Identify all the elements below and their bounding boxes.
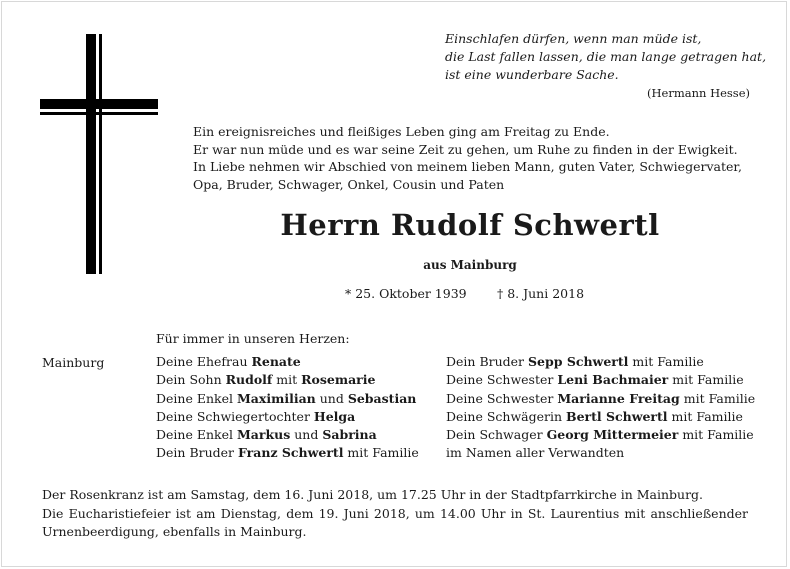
mourner-row bbox=[156, 353, 419, 371]
mourner-relation: mit Familie bbox=[668, 372, 744, 388]
mourner-relation: Deine Schwägerin bbox=[446, 408, 567, 424]
mourner-name: Markus bbox=[236, 427, 291, 443]
mourners-heading: Für immer in unseren Herzen: bbox=[156, 331, 350, 346]
mourner-name: Rudolf bbox=[225, 372, 273, 388]
mourner-name: Rosemarie bbox=[301, 372, 376, 388]
intro-line: Opa, Bruder, Schwager, Onkel, Cousin und Paten bbox=[193, 176, 505, 192]
mourner-relation: im Namen aller Verwandten bbox=[446, 445, 625, 461]
mourner-row bbox=[156, 390, 419, 408]
mourner-row bbox=[446, 426, 755, 444]
mourner-relation: mit bbox=[272, 372, 302, 388]
mass-line: Die Eucharistiefeier ist am Dienstag, dem 19. Juni 2018, um 14.00 Uhr in St. Laurentius mit anschließender bbox=[42, 505, 748, 521]
mourner-relation: Deine Schwiegertochter bbox=[156, 408, 314, 424]
intro-line: Er war nun müde und es war seine Zeit zu gehen, um Ruhe zu finden in der Ewigkeit. bbox=[193, 141, 738, 157]
mourner-name: Georg Mittermeier bbox=[546, 427, 679, 443]
mourner-relation: Deine Enkel bbox=[156, 390, 237, 406]
deceased-origin: aus Mainburg bbox=[423, 258, 517, 272]
mourner-row bbox=[156, 408, 419, 426]
mourner-relation: Deine Schwester bbox=[446, 372, 558, 388]
mourner-name: Sepp Schwertl bbox=[528, 354, 629, 369]
birth-date: * 25. Oktober 1939 bbox=[345, 286, 467, 301]
poem-author: (Hermann Hesse) bbox=[647, 86, 750, 100]
mourner-relation: Deine Enkel bbox=[156, 427, 237, 443]
mourner-relation: mit Familie bbox=[679, 390, 756, 406]
poem-line: ist eine wunderbare Sache. bbox=[445, 67, 619, 82]
mourner-relation: mit Familie bbox=[667, 408, 743, 424]
mourner-relation: mit Familie bbox=[343, 445, 419, 461]
burial-line: Urnenbeerdigung, ebenfalls in Mainburg. bbox=[42, 524, 307, 539]
mourner-relation: mit Familie bbox=[678, 427, 754, 443]
mourners-list-left bbox=[156, 353, 419, 463]
intro-line: Ein ereignisreiches und fleißiges Leben ging am Freitag zu Ende. bbox=[193, 124, 610, 139]
mourner-name: Helga bbox=[313, 408, 356, 424]
mourner-name: Franz Schwertl bbox=[238, 445, 344, 461]
mourner-row bbox=[446, 408, 755, 426]
mourner-relation: und bbox=[290, 427, 323, 443]
mourner-relation: Dein Bruder bbox=[156, 445, 239, 461]
mourner-relation: Deine Ehefrau bbox=[156, 354, 252, 369]
mourner-relation: und bbox=[315, 390, 348, 406]
mourner-row bbox=[156, 371, 419, 389]
deceased-name: Herrn Rudolf Schwertl bbox=[280, 208, 660, 242]
mourner-relation: mit Familie bbox=[628, 354, 704, 369]
intro-text bbox=[193, 123, 753, 193]
intro-line: In Liebe nehmen wir Abschied von meinem lieben Mann, guten Vater, Schwiegervater, bbox=[193, 159, 742, 174]
service-info bbox=[42, 486, 748, 542]
mourner-row bbox=[446, 353, 755, 371]
mourner-name: Maximilian bbox=[236, 390, 316, 406]
poem-line: Einschlafen dürfen, wenn man müde ist, bbox=[445, 31, 702, 46]
rosary-line: Der Rosenkranz ist am Samstag, dem 16. Juni 2018, um 17.25 Uhr in der Stadtpfarrkirche in Mainburg. bbox=[42, 487, 704, 502]
mourner-name: Sebastian bbox=[347, 390, 417, 406]
mourner-relation: Dein Bruder bbox=[446, 354, 529, 369]
mourner-relation: Dein Schwager bbox=[446, 427, 547, 443]
mourner-row bbox=[446, 444, 755, 462]
mourners-place: Mainburg bbox=[42, 355, 105, 370]
poem-quote bbox=[445, 30, 767, 100]
mourner-row bbox=[156, 444, 419, 462]
mourner-name: Leni Bachmaier bbox=[557, 372, 669, 388]
mourner-name: Renate bbox=[251, 354, 301, 369]
poem-line: die Last fallen lassen, die man lange getragen hat, bbox=[445, 49, 767, 64]
mourner-name: Marianne Freitag bbox=[557, 390, 680, 406]
mourner-relation: Deine Schwester bbox=[446, 390, 558, 406]
mourner-row bbox=[156, 426, 419, 444]
mourner-row bbox=[446, 390, 755, 408]
mourners-list-right bbox=[446, 353, 755, 463]
mourner-name: Sabrina bbox=[322, 427, 377, 443]
mourner-name: Bertl Schwertl bbox=[566, 408, 668, 424]
mourner-relation: Dein Sohn bbox=[156, 372, 226, 388]
death-date: † 8. Juni 2018 bbox=[497, 286, 585, 301]
mourner-row bbox=[446, 371, 755, 389]
